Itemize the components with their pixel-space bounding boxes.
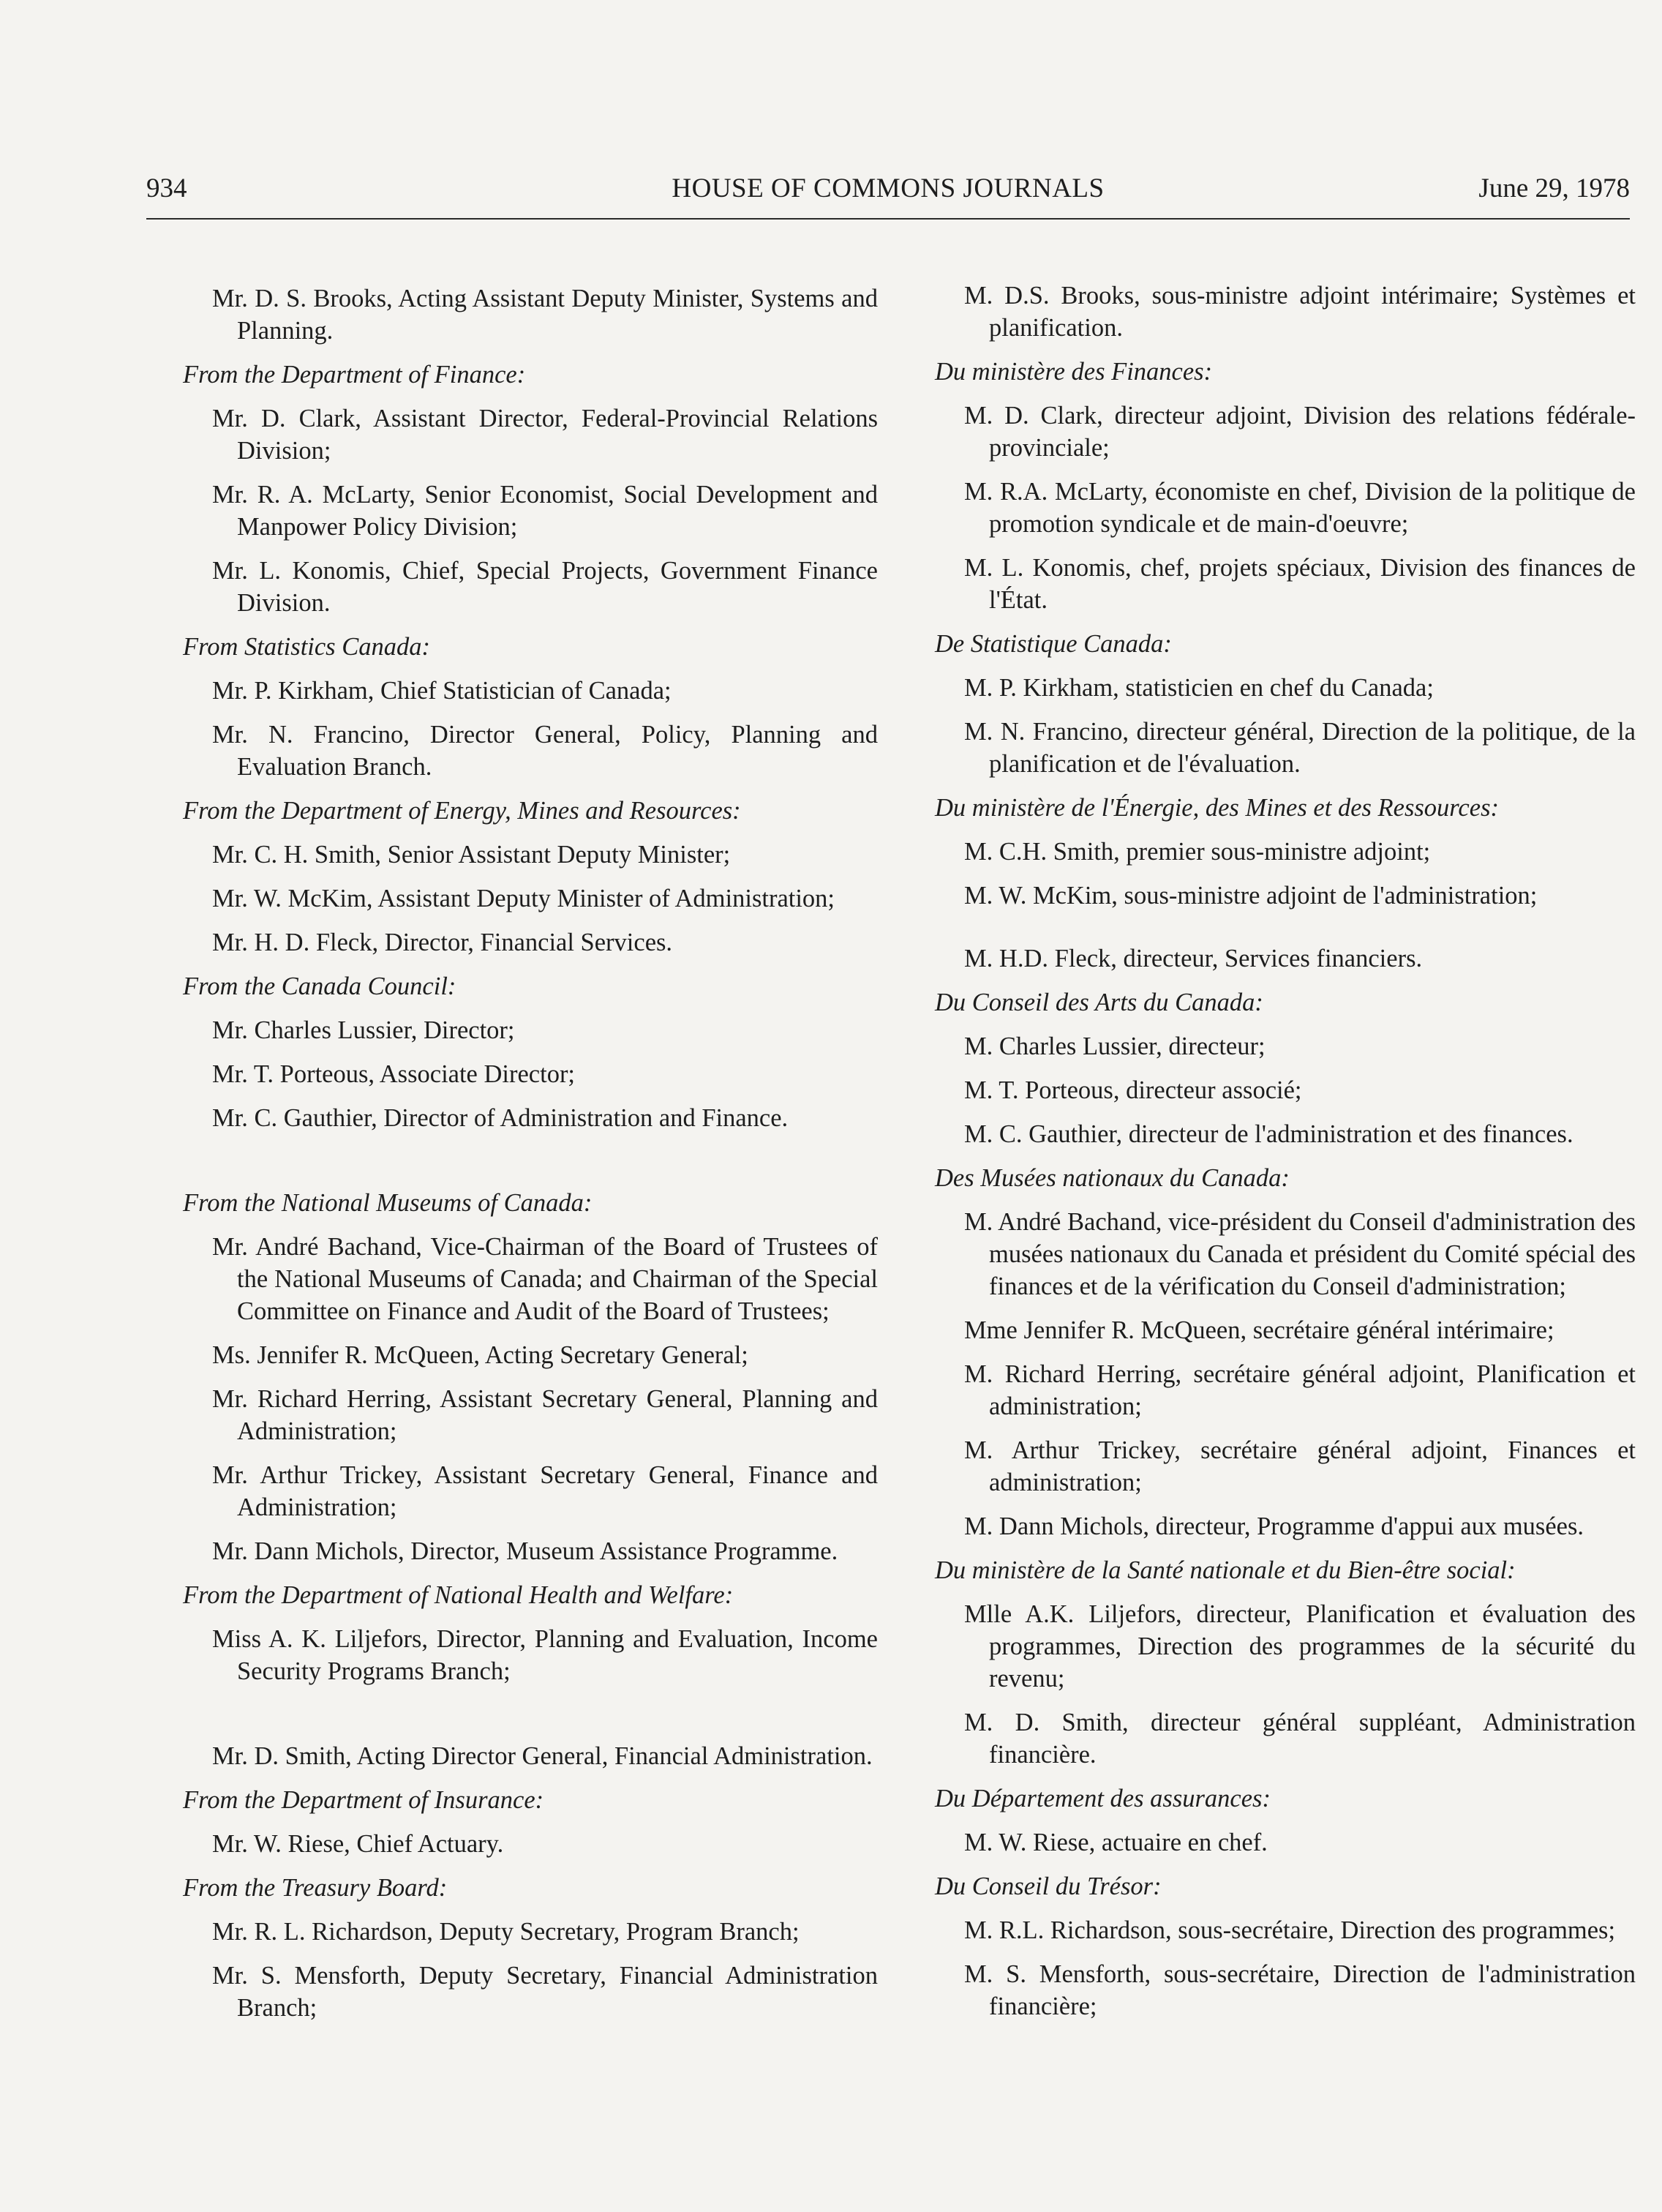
section-heading: De Statistique Canada: (935, 630, 1172, 658)
witness-entry: M. D.S. Brooks, sous-ministre adjoint intérimaire; Systèmes et planification. (964, 282, 1636, 342)
witness-entry: M. Richard Herring, secrétaire général adjoint, Planification et administration; (964, 1360, 1636, 1420)
witness-entry: M. R.A. McLarty, économiste en chef, Division de la politique de promotion syndicale et de main-d'oeuvre; (964, 478, 1636, 538)
witness-entry: Mr. R. L. Richardson, Deputy Secretary, Program Branch; (212, 1918, 800, 1946)
section-heading: Du Conseil du Trésor: (935, 1872, 1162, 1900)
page-date: June 29, 1978 (1478, 173, 1630, 203)
section-heading: From the Department of National Health and Welfare: (183, 1581, 734, 1609)
witness-entry: Mr. Richard Herring, Assistant Secretary General, Planning and Administration; (212, 1385, 878, 1445)
witness-entry: M. C. Gauthier, directeur de l'administration et des finances. (964, 1120, 1573, 1148)
witness-entry: Mr. W. McKim, Assistant Deputy Minister of Administration; (212, 885, 835, 912)
english-column (183, 282, 878, 2036)
witness-entry: Mr. Arthur Trickey, Assistant Secretary General, Finance and Administration; (212, 1461, 878, 1521)
witness-entry: Miss A. K. Liljefors, Director, Planning and Evaluation, Income Security Programs Branch; (212, 1625, 878, 1685)
french-column (935, 280, 1636, 2034)
witness-entry: Mr. C. H. Smith, Senior Assistant Deputy Minister; (212, 841, 731, 869)
spacer (183, 1146, 878, 1187)
witness-entry: Ms. Jennifer R. McQueen, Acting Secretary General; (212, 1341, 748, 1369)
section-heading: Des Musées nationaux du Canada: (935, 1164, 1290, 1192)
witness-entry: M. Charles Lussier, directeur; (964, 1032, 1266, 1060)
witness-entry: Mr. T. Porteous, Associate Director; (212, 1060, 576, 1088)
witness-entry: Mr. P. Kirkham, Chief Statistician of Canada; (212, 677, 672, 705)
section-heading: From the National Museums of Canada: (183, 1189, 593, 1217)
witness-entry: Mr. D. S. Brooks, Acting Assistant Deputy Minister, Systems and Planning. (212, 285, 878, 345)
witness-entry: Mlle A.K. Liljefors, directeur, Planification et évaluation des programmes, Direction des programmes de la sécurité du revenu; (964, 1600, 1636, 1692)
witness-entry: M. Arthur Trickey, secrétaire général adjoint, Finances et administration; (964, 1436, 1636, 1496)
witness-entry: Mr. Dann Michols, Director, Museum Assistance Programme. (212, 1537, 838, 1565)
witness-entry: M. André Bachand, vice-président du Conseil d'administration des musées nationaux du Canada et président du Comité spécial des finances et de la vérification du Conseil d'administration; (964, 1208, 1636, 1300)
journal-title: HOUSE OF COMMONS JOURNALS (672, 173, 1105, 203)
witness-entry: Mr. H. D. Fleck, Director, Financial Services. (212, 929, 673, 956)
witness-entry: Mr. Charles Lussier, Director; (212, 1016, 515, 1044)
witness-entry: M. W. Riese, actuaire en chef. (964, 1829, 1268, 1856)
witness-entry: Mr. L. Konomis, Chief, Special Projects, Government Finance Division. (212, 557, 878, 617)
witness-entry: Mr. André Bachand, Vice-Chairman of the Board of Trustees of the National Museums of Canada; and Chairman of the Special Committee on Finance and Audit of the Board of Trustees; (212, 1233, 878, 1325)
witness-entry: M. H.D. Fleck, directeur, Services financiers. (964, 945, 1423, 972)
witness-entry: M. R.L. Richardson, sous-secrétaire, Direction des programmes; (964, 1916, 1616, 1944)
witness-entry: Mr. R. A. McLarty, Senior Economist, Social Development and Manpower Policy Division; (212, 481, 878, 541)
witness-entry: M. S. Mensforth, sous-secrétaire, Direction de l'administration financière; (964, 1960, 1636, 2020)
witness-entry: M. P. Kirkham, statisticien en chef du Canada; (964, 674, 1434, 702)
section-heading: Du ministère de la Santé nationale et du Bien-être social: (935, 1556, 1516, 1584)
section-heading: From the Department of Energy, Mines and Resources: (183, 797, 741, 825)
section-heading: Du ministère des Finances: (935, 358, 1213, 386)
section-heading: From the Treasury Board: (183, 1874, 448, 1902)
witness-entry: Mme Jennifer R. McQueen, secrétaire général intérimaire; (964, 1316, 1554, 1344)
section-heading: Du Département des assurances: (935, 1785, 1271, 1812)
witness-entry: M. N. Francino, directeur général, Direction de la politique, de la planification et de l'évaluation. (964, 718, 1636, 778)
witness-entry: M. C.H. Smith, premier sous-ministre adjoint; (964, 838, 1431, 866)
section-heading: From Statistics Canada: (183, 633, 430, 661)
section-heading: From the Department of Insurance: (183, 1786, 544, 1814)
spacer (935, 923, 1636, 942)
witness-entry: Mr. D. Smith, Acting Director General, Financial Administration. (212, 1742, 873, 1770)
witness-entry: M. D. Smith, directeur général suppléant, Administration financière. (964, 1709, 1636, 1769)
page-header (146, 173, 1630, 220)
witness-entry: Mr. N. Francino, Director General, Policy, Planning and Evaluation Branch. (212, 721, 878, 781)
spacer (183, 1699, 878, 1740)
section-heading: From the Department of Finance: (183, 361, 526, 389)
page-number: 934 (146, 173, 187, 203)
witness-entry: M. L. Konomis, chef, projets spéciaux, Division des finances de l'État. (964, 554, 1636, 614)
witness-entry: Mr. C. Gauthier, Director of Administration and Finance. (212, 1104, 789, 1132)
witness-entry: Mr. S. Mensforth, Deputy Secretary, Financial Administration Branch; (212, 1962, 878, 2022)
witness-entry: M. Dann Michols, directeur, Programme d'appui aux musées. (964, 1512, 1584, 1540)
witness-entry: Mr. W. Riese, Chief Actuary. (212, 1830, 504, 1858)
witness-entry: Mr. D. Clark, Assistant Director, Federal-Provincial Relations Division; (212, 405, 878, 465)
section-heading: Du Conseil des Arts du Canada: (935, 989, 1263, 1016)
section-heading: Du ministère de l'Énergie, des Mines et des Ressources: (935, 794, 1499, 822)
witness-entry: M. T. Porteous, directeur associé; (964, 1076, 1302, 1104)
witness-entry: M. W. McKim, sous-ministre adjoint de l'administration; (964, 882, 1538, 910)
section-heading: From the Canada Council: (183, 972, 456, 1000)
witness-entry: M. D. Clark, directeur adjoint, Division des relations fédérale-provinciale; (964, 402, 1636, 462)
